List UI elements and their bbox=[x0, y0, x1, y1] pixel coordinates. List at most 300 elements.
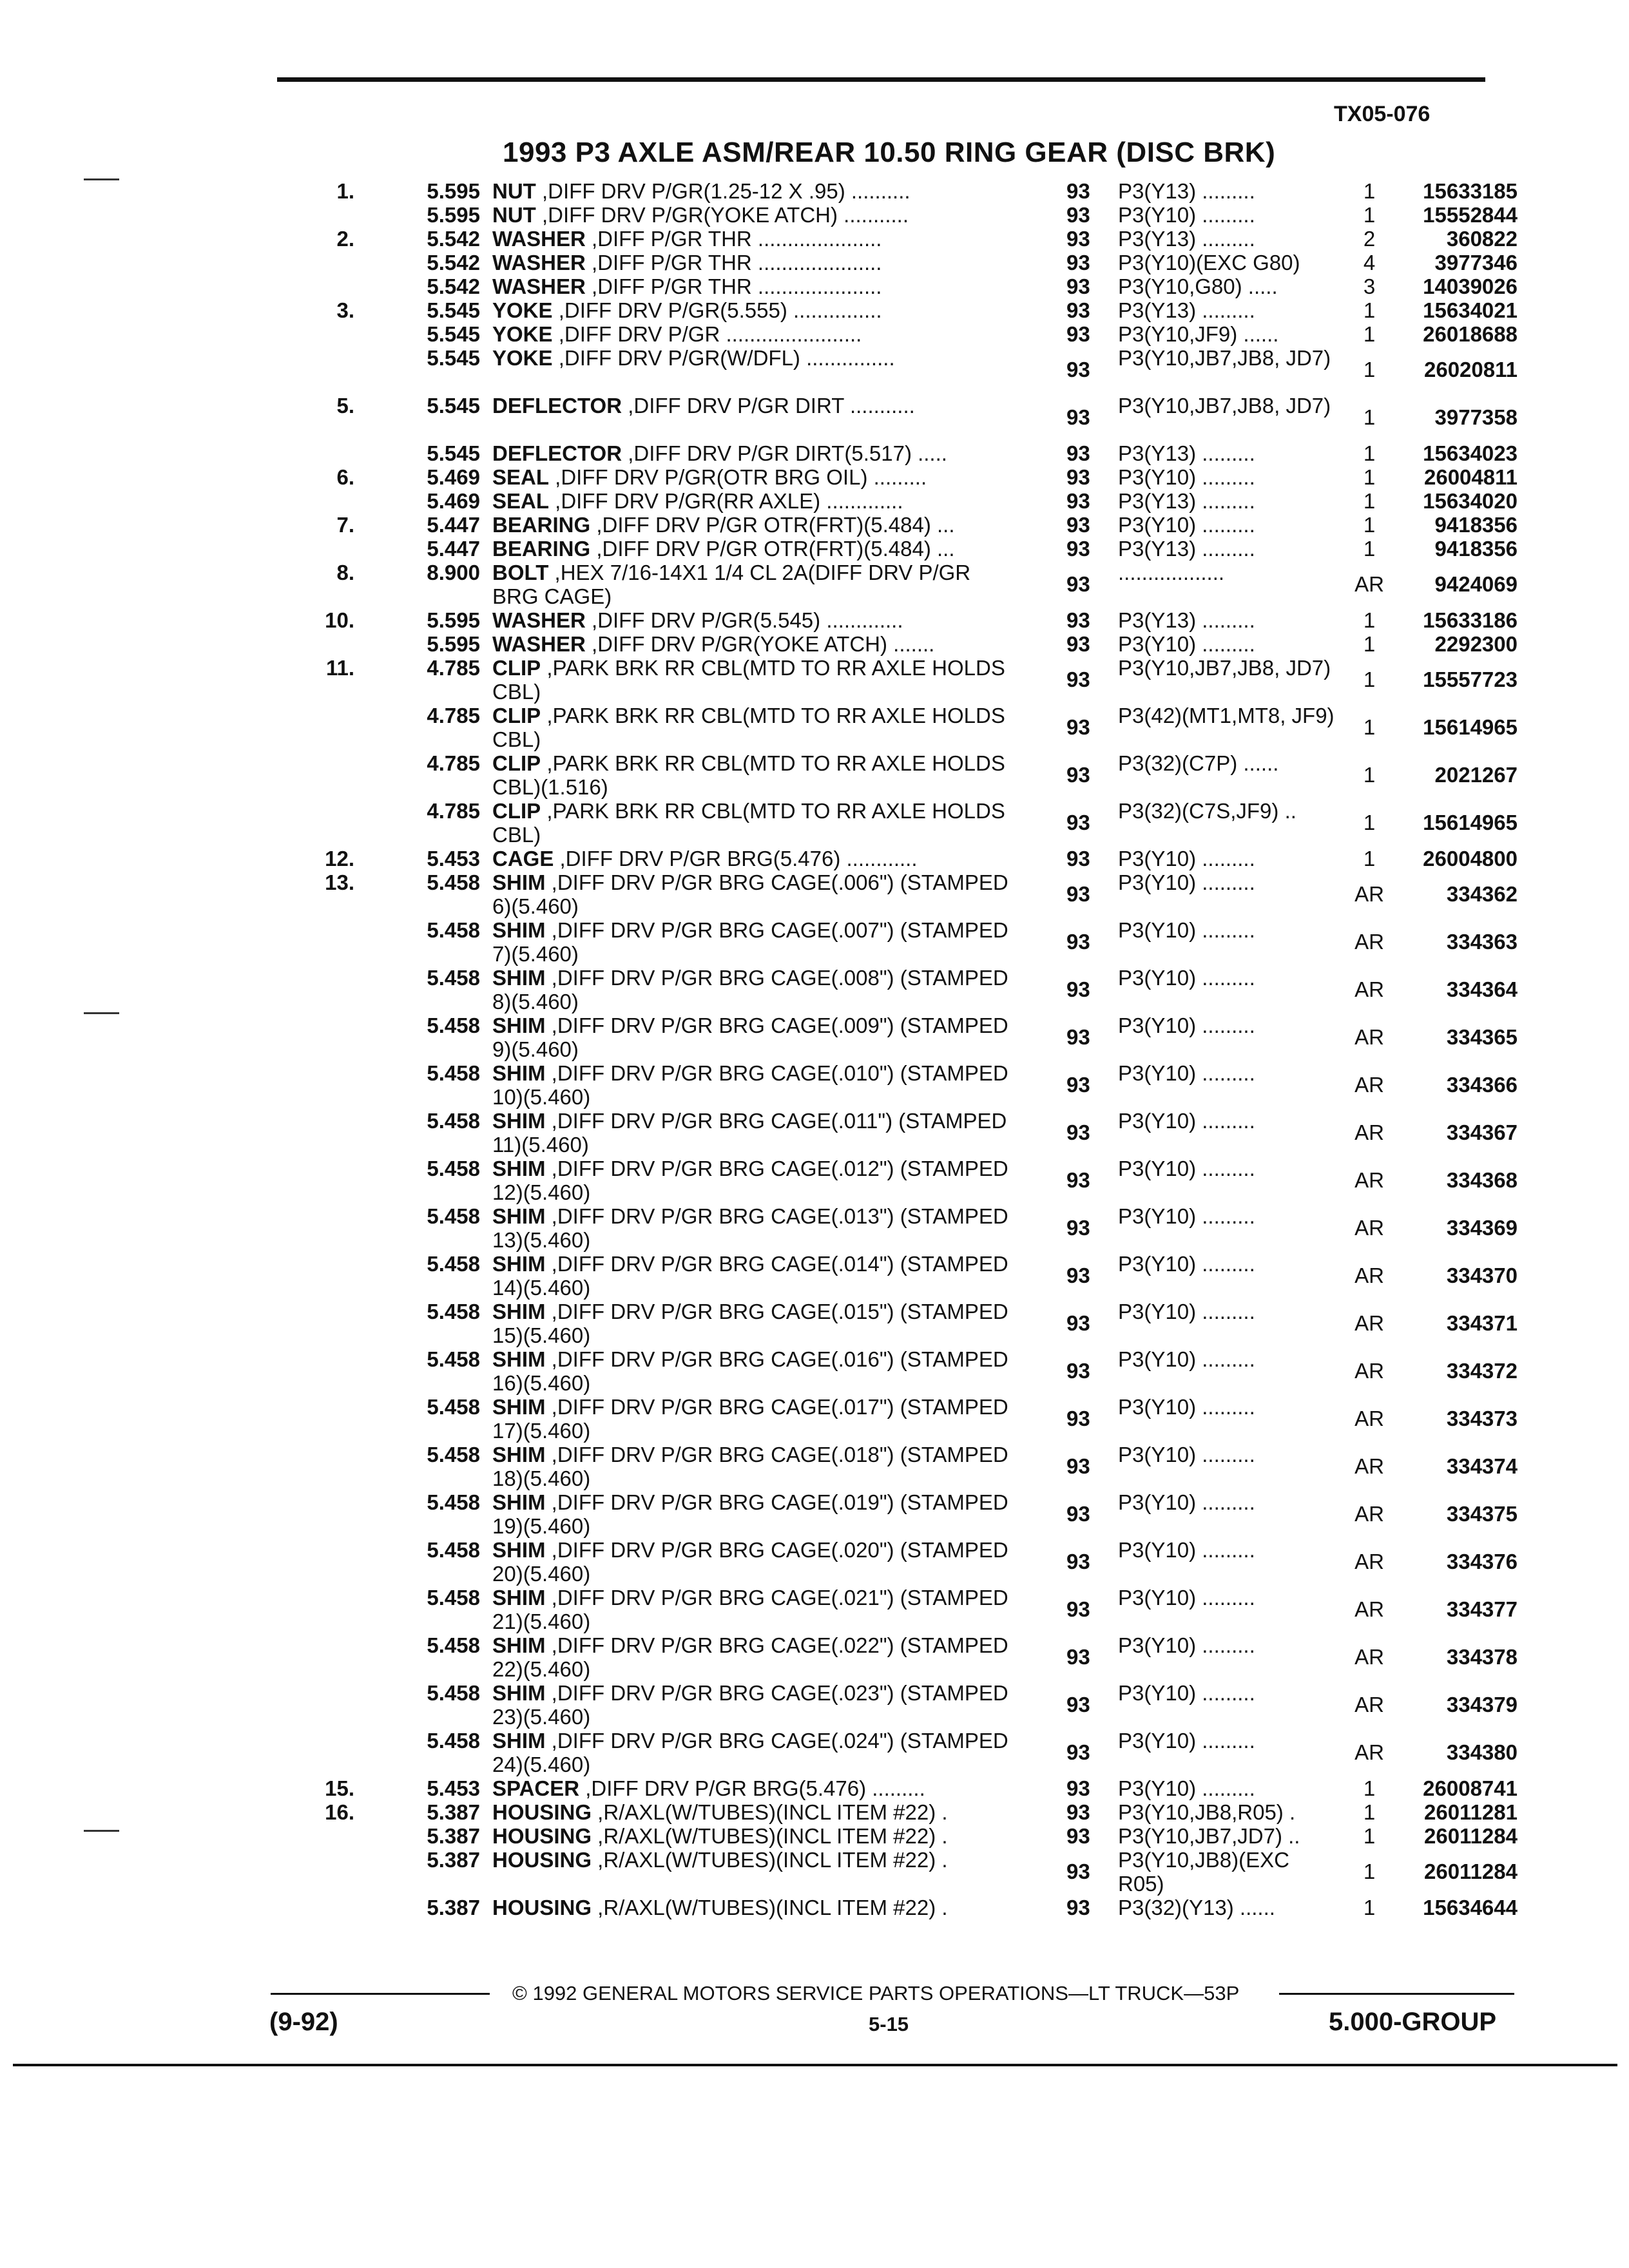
group-number: 5.542 bbox=[427, 274, 480, 298]
model-usage: P3(Y13) ......... bbox=[1118, 489, 1255, 513]
quantity: 1 bbox=[1363, 179, 1376, 203]
quantity: AR bbox=[1354, 1120, 1384, 1144]
part-detail: ,DIFF DRV P/GR BRG CAGE(.008") (STAMPED 8)(5.460) bbox=[492, 966, 1008, 1014]
quantity: AR bbox=[1354, 1740, 1384, 1764]
quantity: AR bbox=[1354, 1550, 1384, 1573]
part-description bbox=[492, 1729, 1021, 1776]
part-number: 14039026 bbox=[1423, 274, 1518, 298]
model-usage: P3(Y13) ......... bbox=[1118, 298, 1255, 322]
model-usage: P3(Y10) ......... bbox=[1118, 1395, 1255, 1419]
part-description bbox=[492, 1347, 1021, 1395]
quantity: AR bbox=[1354, 882, 1384, 906]
part-detail: ,PARK BRK RR CBL(MTD TO RR AXLE HOLDS CBL) bbox=[492, 656, 1005, 704]
footer-rule-left bbox=[271, 1993, 490, 1995]
part-name: YOKE bbox=[492, 322, 553, 346]
part-number: 2021267 bbox=[1434, 763, 1518, 787]
part-name: SHIM bbox=[492, 1586, 546, 1610]
part-description bbox=[492, 751, 1021, 799]
part-number: 26004800 bbox=[1423, 847, 1518, 870]
page-title: 1993 P3 AXLE ASM/REAR 10.50 RING GEAR (DISC BRK) bbox=[503, 137, 1276, 168]
model-year: 93 bbox=[1066, 1597, 1090, 1621]
model-year: 93 bbox=[1066, 1776, 1090, 1800]
parts-row bbox=[0, 1896, 1629, 1919]
parts-row bbox=[0, 1252, 1629, 1300]
bottom-rule bbox=[13, 2064, 1617, 2066]
part-name: SHIM bbox=[492, 1204, 546, 1228]
quantity: AR bbox=[1354, 1025, 1384, 1049]
group-number: 5.387 bbox=[427, 1848, 480, 1872]
model-usage: P3(Y13) ......... bbox=[1118, 608, 1255, 632]
part-description bbox=[492, 346, 1021, 370]
part-description bbox=[492, 561, 1021, 608]
part-number: 334365 bbox=[1446, 1025, 1518, 1049]
quantity: 4 bbox=[1363, 251, 1376, 274]
part-detail: ,DIFF DRV P/GR BRG(5.476) ......... bbox=[579, 1776, 925, 1800]
quantity: 1 bbox=[1363, 537, 1376, 561]
item-number: 3. bbox=[336, 298, 354, 322]
model-usage: P3(Y10) ......... bbox=[1118, 1776, 1255, 1800]
part-description bbox=[492, 203, 1021, 227]
part-description bbox=[492, 1633, 1021, 1681]
model-usage: P3(Y10) ......... bbox=[1118, 1443, 1255, 1466]
part-name: HOUSING bbox=[492, 1824, 592, 1848]
parts-row bbox=[0, 1538, 1629, 1586]
part-number: 334371 bbox=[1446, 1311, 1518, 1335]
part-detail: ,DIFF DRV P/GR ....................... bbox=[552, 322, 862, 346]
model-year: 93 bbox=[1066, 1407, 1090, 1430]
model-usage: P3(32)(C7P) ...... bbox=[1118, 751, 1279, 775]
model-usage: P3(Y13) ......... bbox=[1118, 179, 1255, 203]
group-number: 5.458 bbox=[427, 966, 480, 990]
group-number: 5.595 bbox=[427, 179, 480, 203]
part-detail: ,DIFF DRV P/GR BRG CAGE(.021") (STAMPED 21)(5.460) bbox=[492, 1586, 1008, 1633]
part-detail: ,DIFF DRV P/GR(5.555) ............... bbox=[552, 298, 882, 322]
model-usage: P3(Y10) ......... bbox=[1118, 513, 1255, 537]
part-description bbox=[492, 179, 1021, 203]
model-year: 93 bbox=[1066, 1264, 1090, 1287]
group-number: 5.458 bbox=[427, 1157, 480, 1180]
model-year: 93 bbox=[1066, 298, 1090, 322]
part-number: 334374 bbox=[1446, 1454, 1518, 1478]
part-detail: ,DIFF DRV P/GR(W/DFL) ............... bbox=[552, 346, 895, 370]
model-year: 93 bbox=[1066, 715, 1090, 739]
model-year: 93 bbox=[1066, 1502, 1090, 1526]
parts-row bbox=[0, 704, 1629, 751]
part-detail: ,DIFF DRV P/GR BRG CAGE(.015") (STAMPED 15)(5.460) bbox=[492, 1300, 1008, 1347]
part-description bbox=[492, 489, 1021, 513]
part-detail: ,PARK BRK RR CBL(MTD TO RR AXLE HOLDS CBL)(1.516) bbox=[492, 751, 1005, 799]
model-usage: P3(Y10) ......... bbox=[1118, 870, 1255, 894]
part-detail: ,DIFF DRV P/GR BRG CAGE(.020") (STAMPED 20)(5.460) bbox=[492, 1538, 1008, 1586]
part-number: 15634644 bbox=[1423, 1896, 1518, 1919]
part-description bbox=[492, 1300, 1021, 1347]
model-usage: P3(Y10) ......... bbox=[1118, 1109, 1255, 1133]
quantity: AR bbox=[1354, 1073, 1384, 1097]
item-number: 16. bbox=[325, 1800, 354, 1824]
part-description bbox=[492, 465, 1021, 489]
quantity: AR bbox=[1354, 1168, 1384, 1192]
model-usage: P3(Y10) ......... bbox=[1118, 847, 1255, 870]
part-number: 15614965 bbox=[1423, 715, 1518, 739]
group-number: 5.458 bbox=[427, 1729, 480, 1753]
part-description bbox=[492, 322, 1021, 346]
model-year: 93 bbox=[1066, 1896, 1090, 1919]
part-description bbox=[492, 1252, 1021, 1300]
part-name: DEFLECTOR bbox=[492, 441, 622, 465]
group-label: 5.000-GROUP bbox=[1329, 2008, 1497, 2036]
part-name: CLIP bbox=[492, 656, 541, 680]
part-name: SHIM bbox=[492, 1157, 546, 1180]
quantity: AR bbox=[1354, 572, 1384, 596]
part-number: 26004811 bbox=[1423, 465, 1518, 489]
model-year: 93 bbox=[1066, 1860, 1090, 1883]
part-detail: ,DIFF DRV P/GR OTR(FRT)(5.484) ... bbox=[590, 537, 955, 561]
part-number: 334378 bbox=[1446, 1645, 1518, 1669]
part-name: SHIM bbox=[492, 1109, 546, 1133]
model-year: 93 bbox=[1066, 977, 1090, 1001]
model-usage: P3(Y10,JB8,R05) . bbox=[1118, 1800, 1296, 1824]
group-number: 5.387 bbox=[427, 1824, 480, 1848]
quantity: AR bbox=[1354, 1407, 1384, 1430]
model-usage: P3(32)(C7S,JF9) .. bbox=[1118, 799, 1296, 823]
part-detail: ,DIFF DRV P/GR OTR(FRT)(5.484) ... bbox=[590, 513, 955, 537]
model-year: 93 bbox=[1066, 489, 1090, 513]
model-year: 93 bbox=[1066, 513, 1090, 537]
model-usage: P3(Y10) ......... bbox=[1118, 1633, 1255, 1657]
part-number: 15633186 bbox=[1423, 608, 1518, 632]
part-description bbox=[492, 1586, 1021, 1633]
model-year: 93 bbox=[1066, 811, 1090, 834]
group-number: 5.542 bbox=[427, 251, 480, 274]
part-name: SPACER bbox=[492, 1776, 580, 1800]
model-usage: P3(Y10) ......... bbox=[1118, 1157, 1255, 1180]
model-year: 93 bbox=[1066, 274, 1090, 298]
model-usage: P3(Y10) ......... bbox=[1118, 1061, 1255, 1085]
part-number: 9418356 bbox=[1434, 513, 1518, 537]
part-name: SHIM bbox=[492, 1347, 546, 1371]
group-number: 5.458 bbox=[427, 1109, 480, 1133]
group-number: 5.447 bbox=[427, 537, 480, 561]
part-description bbox=[492, 1014, 1021, 1061]
part-detail: ,DIFF DRV P/GR DIRT(5.517) ..... bbox=[622, 441, 947, 465]
model-usage: P3(Y13) ......... bbox=[1118, 441, 1255, 465]
part-detail: ,DIFF P/GR THR ..................... bbox=[585, 274, 882, 298]
part-number: 360822 bbox=[1446, 227, 1518, 251]
part-description bbox=[492, 537, 1021, 561]
model-year: 93 bbox=[1066, 763, 1090, 787]
part-number: 26011284 bbox=[1423, 1824, 1518, 1848]
parts-row bbox=[0, 1776, 1629, 1800]
group-number: 5.458 bbox=[427, 1443, 480, 1466]
item-number: 15. bbox=[325, 1776, 354, 1800]
parts-row bbox=[0, 179, 1629, 203]
parts-row bbox=[0, 1681, 1629, 1729]
part-number: 26020811 bbox=[1423, 358, 1518, 381]
parts-row bbox=[0, 1443, 1629, 1490]
part-detail: ,DIFF DRV P/GR BRG CAGE(.012") (STAMPED 12)(5.460) bbox=[492, 1157, 1008, 1204]
part-description bbox=[492, 274, 1021, 298]
parts-row bbox=[0, 656, 1629, 704]
parts-row bbox=[0, 1109, 1629, 1157]
group-number: 5.447 bbox=[427, 513, 480, 537]
part-name: BEARING bbox=[492, 537, 591, 561]
model-usage: P3(32)(Y13) ...... bbox=[1118, 1896, 1275, 1919]
group-number: 4.785 bbox=[427, 656, 480, 680]
part-name: SHIM bbox=[492, 1490, 546, 1514]
part-detail: ,DIFF DRV P/GR BRG CAGE(.016") (STAMPED 16)(5.460) bbox=[492, 1347, 1008, 1395]
part-description bbox=[492, 1157, 1021, 1204]
part-description bbox=[492, 799, 1021, 847]
group-number: 5.458 bbox=[427, 870, 480, 894]
part-name: HOUSING bbox=[492, 1800, 592, 1824]
part-number: 15552844 bbox=[1423, 203, 1518, 227]
part-detail: ,HEX 7/16-14X1 1/4 CL 2A(DIFF DRV P/GR BRG CAGE) bbox=[492, 561, 971, 608]
part-description bbox=[492, 966, 1021, 1014]
part-detail: ,R/AXL(W/TUBES)(INCL ITEM #22) . bbox=[592, 1824, 948, 1848]
part-detail: ,DIFF DRV P/GR BRG CAGE(.017") (STAMPED 17)(5.460) bbox=[492, 1395, 1008, 1443]
part-number: 15557723 bbox=[1423, 668, 1518, 691]
part-description bbox=[492, 1776, 1021, 1800]
group-number: 5.453 bbox=[427, 1776, 480, 1800]
quantity: 1 bbox=[1363, 1800, 1376, 1824]
part-name: SHIM bbox=[492, 1395, 546, 1419]
part-name: NUT bbox=[492, 203, 536, 227]
part-name: YOKE bbox=[492, 298, 553, 322]
part-name: HOUSING bbox=[492, 1848, 592, 1872]
parts-row bbox=[0, 632, 1629, 656]
part-name: SHIM bbox=[492, 1014, 546, 1037]
quantity: 3 bbox=[1363, 274, 1376, 298]
group-number: 5.545 bbox=[427, 441, 480, 465]
part-name: WASHER bbox=[492, 632, 586, 656]
part-detail: ,PARK BRK RR CBL(MTD TO RR AXLE HOLDS CBL) bbox=[492, 799, 1005, 847]
quantity: AR bbox=[1354, 977, 1384, 1001]
part-name: YOKE bbox=[492, 346, 553, 370]
group-number: 5.458 bbox=[427, 1538, 480, 1562]
group-number: 5.458 bbox=[427, 1633, 480, 1657]
part-description bbox=[492, 918, 1021, 966]
parts-row bbox=[0, 847, 1629, 870]
part-detail: ,R/AXL(W/TUBES)(INCL ITEM #22) . bbox=[592, 1800, 948, 1824]
parts-row bbox=[0, 1204, 1629, 1252]
parts-row bbox=[0, 1347, 1629, 1395]
group-number: 4.785 bbox=[427, 799, 480, 823]
part-name: CAGE bbox=[492, 847, 554, 870]
part-name: SHIM bbox=[492, 870, 546, 894]
model-usage: P3(Y10,JF9) ...... bbox=[1118, 322, 1279, 346]
part-detail: ,DIFF DRV P/GR BRG CAGE(.011") (STAMPED 11)(5.460) bbox=[492, 1109, 1007, 1157]
part-number: 15634020 bbox=[1423, 489, 1518, 513]
part-name: SHIM bbox=[492, 1538, 546, 1562]
part-description bbox=[492, 847, 1021, 870]
part-number: 3977346 bbox=[1434, 251, 1518, 274]
group-number: 5.542 bbox=[427, 227, 480, 251]
model-year: 93 bbox=[1066, 203, 1090, 227]
model-usage: P3(Y10,JB7,JB8, JD7) bbox=[1118, 656, 1331, 680]
part-name: SHIM bbox=[492, 1300, 546, 1323]
parts-row bbox=[0, 1395, 1629, 1443]
part-detail: ,R/AXL(W/TUBES)(INCL ITEM #22) . bbox=[592, 1848, 948, 1872]
quantity: 1 bbox=[1363, 465, 1376, 489]
copyright-text: © 1992 GENERAL MOTORS SERVICE PARTS OPERATIONS—LT TRUCK—53P bbox=[512, 1982, 1240, 2004]
part-name: WASHER bbox=[492, 274, 586, 298]
quantity: 1 bbox=[1363, 1776, 1376, 1800]
part-number: 334370 bbox=[1446, 1264, 1518, 1287]
quantity: AR bbox=[1354, 1454, 1384, 1478]
part-number: 334366 bbox=[1446, 1073, 1518, 1097]
group-number: 5.458 bbox=[427, 1014, 480, 1037]
part-description bbox=[492, 1538, 1021, 1586]
part-detail: ,DIFF DRV P/GR BRG CAGE(.007") (STAMPED 7)(5.460) bbox=[492, 918, 1008, 966]
part-number: 9424069 bbox=[1434, 572, 1518, 596]
item-number: 11. bbox=[325, 656, 354, 680]
quantity: 1 bbox=[1363, 1896, 1376, 1919]
quantity: 2 bbox=[1363, 227, 1376, 251]
part-detail: ,PARK BRK RR CBL(MTD TO RR AXLE HOLDS CBL) bbox=[492, 704, 1005, 751]
model-year: 93 bbox=[1066, 465, 1090, 489]
parts-row bbox=[0, 537, 1629, 561]
quantity: 1 bbox=[1363, 715, 1376, 739]
group-number: 5.458 bbox=[427, 1395, 480, 1419]
part-name: SHIM bbox=[492, 1061, 546, 1085]
model-usage: P3(Y10)(EXC G80) bbox=[1118, 251, 1300, 274]
parts-row bbox=[0, 1633, 1629, 1681]
part-number: 26018688 bbox=[1423, 322, 1518, 346]
page-number: 5-15 bbox=[869, 2013, 909, 2035]
group-number: 4.785 bbox=[427, 704, 480, 727]
part-description bbox=[492, 1490, 1021, 1538]
part-description bbox=[492, 1848, 1021, 1872]
part-number: 26011284 bbox=[1423, 1860, 1518, 1883]
model-usage: P3(Y10,JB7,JB8, JD7) bbox=[1118, 346, 1331, 370]
quantity: AR bbox=[1354, 930, 1384, 954]
parts-row bbox=[0, 274, 1629, 298]
parts-row bbox=[0, 1014, 1629, 1061]
item-number: 5. bbox=[336, 394, 354, 418]
part-number: 334375 bbox=[1446, 1502, 1518, 1526]
parts-row bbox=[0, 1490, 1629, 1538]
part-detail: ,DIFF DRV P/GR(5.545) ............. bbox=[585, 608, 903, 632]
part-description bbox=[492, 608, 1021, 632]
model-usage: P3(Y10) ......... bbox=[1118, 465, 1255, 489]
parts-row bbox=[0, 1300, 1629, 1347]
quantity: 1 bbox=[1363, 203, 1376, 227]
part-description bbox=[492, 632, 1021, 656]
part-name: HOUSING bbox=[492, 1896, 592, 1919]
part-detail: ,DIFF DRV P/GR BRG CAGE(.013") (STAMPED 13)(5.460) bbox=[492, 1204, 1008, 1252]
part-detail: ,R/AXL(W/TUBES)(INCL ITEM #22) . bbox=[592, 1896, 948, 1919]
group-number: 5.458 bbox=[427, 1490, 480, 1514]
group-number: 5.458 bbox=[427, 918, 480, 942]
model-usage: P3(Y10) ......... bbox=[1118, 1586, 1255, 1610]
part-description bbox=[492, 227, 1021, 251]
part-name: CLIP bbox=[492, 704, 541, 727]
group-number: 8.900 bbox=[427, 561, 480, 584]
model-usage: P3(Y10,JB7,JB8, JD7) bbox=[1118, 394, 1331, 418]
model-usage: P3(Y10) ......... bbox=[1118, 1538, 1255, 1562]
parts-row bbox=[0, 1800, 1629, 1824]
model-year: 93 bbox=[1066, 179, 1090, 203]
quantity: 1 bbox=[1363, 847, 1376, 870]
model-year: 93 bbox=[1066, 608, 1090, 632]
part-name: BOLT bbox=[492, 561, 549, 584]
quantity: 1 bbox=[1363, 513, 1376, 537]
model-usage: P3(Y10) ......... bbox=[1118, 1252, 1255, 1276]
part-name: SHIM bbox=[492, 918, 546, 942]
model-usage: P3(Y10) ......... bbox=[1118, 1681, 1255, 1705]
model-year: 93 bbox=[1066, 632, 1090, 656]
parts-row bbox=[0, 203, 1629, 227]
parts-row bbox=[0, 1848, 1629, 1896]
parts-row bbox=[0, 966, 1629, 1014]
part-detail: ,DIFF DRV P/GR DIRT ........... bbox=[622, 394, 915, 418]
quantity: 1 bbox=[1363, 441, 1376, 465]
part-number: 334377 bbox=[1446, 1597, 1518, 1621]
parts-row bbox=[0, 561, 1629, 608]
part-description bbox=[492, 1204, 1021, 1252]
group-number: 5.458 bbox=[427, 1347, 480, 1371]
model-usage: P3(Y13) ......... bbox=[1118, 227, 1255, 251]
group-number: 5.458 bbox=[427, 1300, 480, 1323]
parts-row bbox=[0, 799, 1629, 847]
part-description bbox=[492, 394, 1021, 418]
part-description bbox=[492, 1061, 1021, 1109]
quantity: 1 bbox=[1363, 632, 1376, 656]
part-description bbox=[492, 1681, 1021, 1729]
parts-row bbox=[0, 1061, 1629, 1109]
parts-row bbox=[0, 251, 1629, 274]
group-number: 5.458 bbox=[427, 1681, 480, 1705]
model-year: 93 bbox=[1066, 1740, 1090, 1764]
item-number: 13. bbox=[325, 870, 354, 894]
part-description bbox=[492, 870, 1021, 918]
group-number: 5.458 bbox=[427, 1252, 480, 1276]
quantity: 1 bbox=[1363, 1860, 1376, 1883]
model-year: 93 bbox=[1066, 930, 1090, 954]
part-description bbox=[492, 251, 1021, 274]
quantity: 1 bbox=[1363, 358, 1376, 381]
part-description bbox=[492, 1800, 1021, 1824]
quantity: AR bbox=[1354, 1693, 1384, 1716]
group-number: 5.545 bbox=[427, 298, 480, 322]
part-number: 26011281 bbox=[1423, 1800, 1518, 1824]
part-description bbox=[492, 298, 1021, 322]
model-year: 93 bbox=[1066, 1168, 1090, 1192]
part-name: NUT bbox=[492, 179, 536, 203]
part-name: SHIM bbox=[492, 1729, 546, 1753]
model-usage: P3(Y10,G80) ..... bbox=[1118, 274, 1278, 298]
model-year: 93 bbox=[1066, 322, 1090, 346]
part-number: 334373 bbox=[1446, 1407, 1518, 1430]
group-number: 5.458 bbox=[427, 1061, 480, 1085]
part-number: 334368 bbox=[1446, 1168, 1518, 1192]
part-number: 15633185 bbox=[1423, 179, 1518, 203]
model-year: 93 bbox=[1066, 1311, 1090, 1335]
parts-row bbox=[0, 1157, 1629, 1204]
part-name: CLIP bbox=[492, 799, 541, 823]
item-number: 10. bbox=[325, 608, 354, 632]
quantity: 1 bbox=[1363, 298, 1376, 322]
group-number: 5.458 bbox=[427, 1586, 480, 1610]
parts-row bbox=[0, 608, 1629, 632]
model-year: 93 bbox=[1066, 1824, 1090, 1848]
parts-row bbox=[0, 489, 1629, 513]
model-year: 93 bbox=[1066, 668, 1090, 691]
model-year: 93 bbox=[1066, 847, 1090, 870]
part-detail: ,DIFF P/GR THR ..................... bbox=[585, 251, 882, 274]
model-usage: P3(Y10) ......... bbox=[1118, 632, 1255, 656]
model-year: 93 bbox=[1066, 1454, 1090, 1478]
